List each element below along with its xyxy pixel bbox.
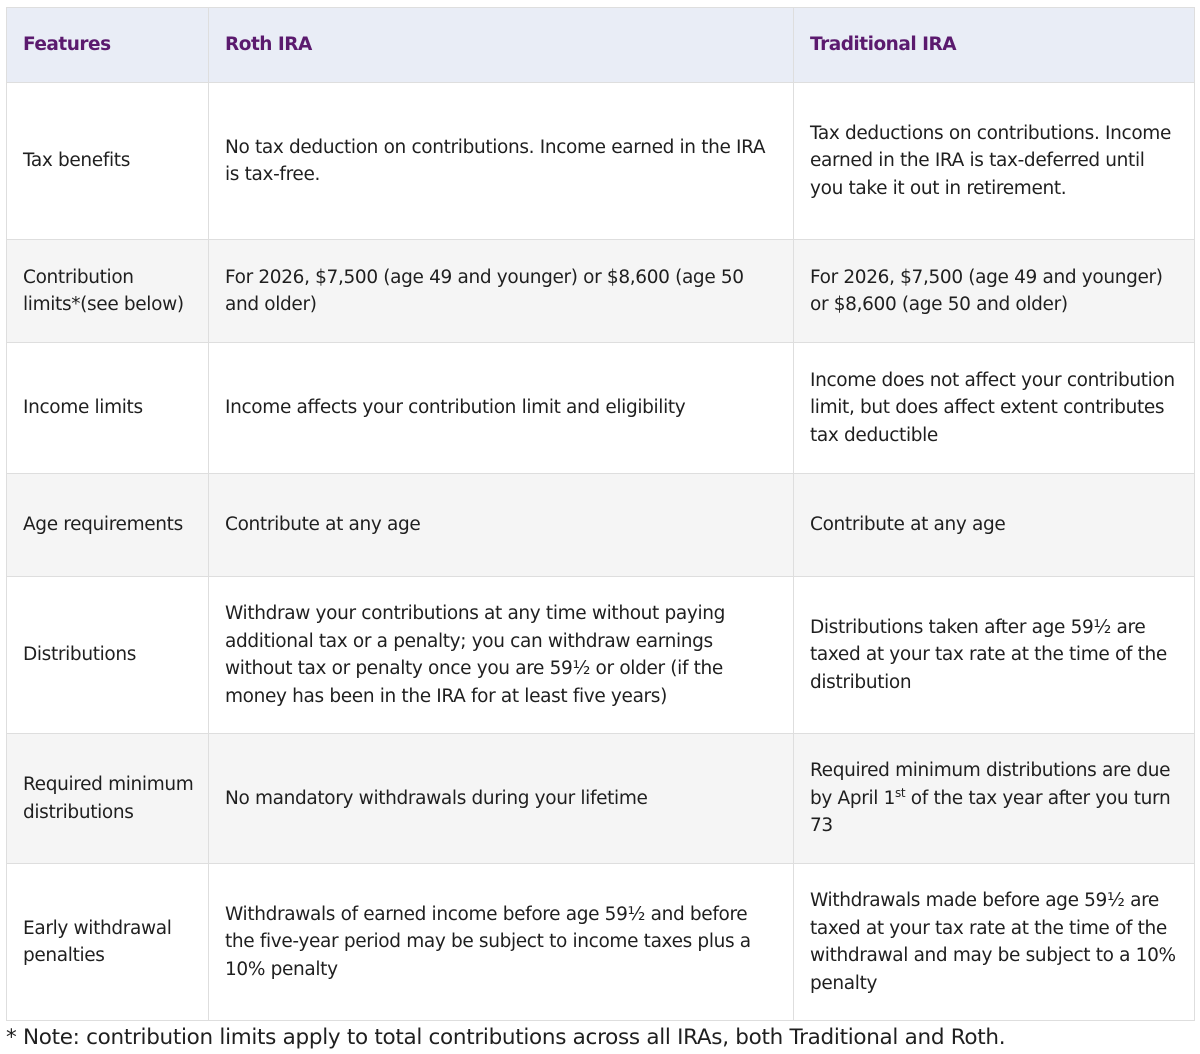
roth-cell: Withdraw your contributions at any time without paying additional tax or a penalty; you can withdraw earnings without tax or penalty once you are 59½ or older (if the money has been in the IRA for at least five years) bbox=[209, 577, 794, 734]
traditional-cell: Contribute at any age bbox=[794, 474, 1195, 577]
table-row bbox=[7, 474, 1195, 577]
traditional-cell bbox=[794, 734, 1195, 864]
header-row bbox=[7, 8, 1195, 83]
ira-comparison-table bbox=[6, 7, 1195, 1021]
table-row bbox=[7, 577, 1195, 734]
feature-cell: Required minimum distributions bbox=[7, 734, 209, 864]
feature-cell: Age requirements bbox=[7, 474, 209, 577]
header-traditional-ira: Traditional IRA bbox=[794, 8, 1195, 83]
footnote: * Note: contribution limits apply to total contributions across all IRAs, both Traditional and Roth. bbox=[6, 1025, 1006, 1050]
traditional-text-after: of the tax year after you turn 73 bbox=[810, 787, 1171, 837]
roth-cell: No tax deduction on contributions. Income earned in the IRA is tax-free. bbox=[209, 83, 794, 240]
traditional-cell: Income does not affect your contribution limit, but does affect extent contributes tax deductible bbox=[794, 343, 1195, 474]
table-body bbox=[7, 83, 1195, 1021]
roth-cell: No mandatory withdrawals during your lifetime bbox=[209, 734, 794, 864]
traditional-cell: Tax deductions on contributions. Income earned in the IRA is tax-deferred until you take it out in retirement. bbox=[794, 83, 1195, 240]
traditional-cell: For 2026, $7,500 (age 49 and younger) or $8,600 (age 50 and older) bbox=[794, 240, 1195, 343]
ordinal-superscript: st bbox=[895, 785, 906, 800]
feature-cell: Contribution limits*(see below) bbox=[7, 240, 209, 343]
table-row bbox=[7, 343, 1195, 474]
roth-cell: For 2026, $7,500 (age 49 and younger) or $8,600 (age 50 and older) bbox=[209, 240, 794, 343]
table-header bbox=[7, 8, 1195, 83]
table-row bbox=[7, 864, 1195, 1021]
table-row bbox=[7, 734, 1195, 864]
header-features: Features bbox=[7, 8, 209, 83]
header-roth-ira: Roth IRA bbox=[209, 8, 794, 83]
traditional-cell: Distributions taken after age 59½ are taxed at your tax rate at the time of the distribution bbox=[794, 577, 1195, 734]
table-row bbox=[7, 240, 1195, 343]
roth-cell: Income affects your contribution limit and eligibility bbox=[209, 343, 794, 474]
roth-cell: Withdrawals of earned income before age 59½ and before the five-year period may be subject to income taxes plus a 10% penalty bbox=[209, 864, 794, 1021]
feature-cell: Early withdrawal penalties bbox=[7, 864, 209, 1021]
feature-cell: Tax benefits bbox=[7, 83, 209, 240]
feature-cell: Income limits bbox=[7, 343, 209, 474]
roth-cell: Contribute at any age bbox=[209, 474, 794, 577]
table-row bbox=[7, 83, 1195, 240]
traditional-cell: Withdrawals made before age 59½ are taxed at your tax rate at the time of the withdrawal and may be subject to a 10% penalty bbox=[794, 864, 1195, 1021]
traditional-text-before: Required minimum distributions are due by April 1 bbox=[810, 760, 1171, 809]
feature-cell: Distributions bbox=[7, 577, 209, 734]
